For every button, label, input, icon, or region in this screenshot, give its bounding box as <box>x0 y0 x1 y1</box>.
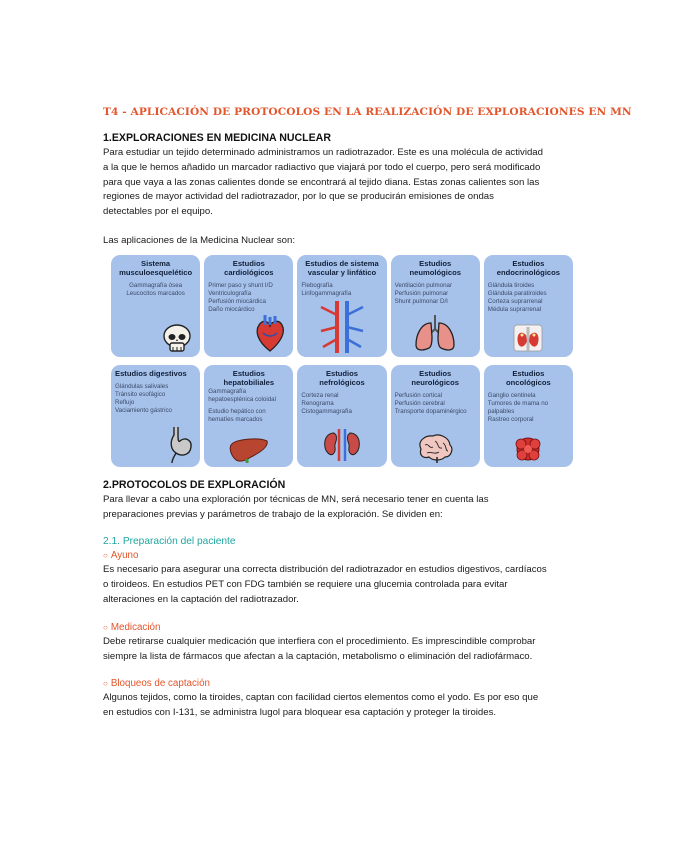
item-heading-bloqueos: ○ Bloqueos de captación <box>103 678 210 690</box>
document-page <box>103 106 632 721</box>
item-paragraph-ayuno: Es necesario para asegurar una correcta distribución del radiotrazador en estudios digestivos, cardíacos o tiroideos. En estudios PET con FDG también se requiere una glucemia controlada para evitar alteraciones en la captación del radiotrazador. <box>103 564 547 605</box>
card-nefrologicos: Estudios nefrológicos Corteza renal Renograma Cistogammagrafía <box>297 365 386 467</box>
brain-icon <box>415 433 455 463</box>
card-cardiologicos: Estudios cardiológicos Primer paso y shunt I/D Ventriculografía Perfusión miocárdica Daño miocárdico <box>204 255 293 357</box>
card-vascular-linfatico: Estudios de sistema vascular y linfático Flebografía Linfogammagrafía <box>297 255 386 357</box>
liver-icon <box>229 437 269 463</box>
card-neurologicos: Estudios neurológicos Perfusión cortical Perfusión cerebral Transporte dopaminérgico <box>391 365 480 467</box>
card-endocrinologicos: Estudios endocrinológicos Glándula tiroides Glándula paratiroides Corteza suprarrenal Médula suprarrenal <box>484 255 573 357</box>
bullet-icon: ○ <box>103 551 108 561</box>
item-heading-medicacion: ○ Medicación <box>103 621 161 633</box>
section-2-heading: 2.PROTOCOLOS DE EXPLORACIÓN <box>103 478 286 491</box>
skull-icon <box>160 323 194 353</box>
section-2-paragraph: Para llevar a cabo una exploración por técnicas de MN, será necesario tener en cuenta las preparaciones previas y parámetros de trabajo de la exploración. Se dividen en: <box>103 493 489 520</box>
card-digestivos: Estudios digestivos Glándulas salivales Tránsito esofágico Reflujo Vaciamiento gástrico <box>111 365 200 467</box>
item-paragraph-medicacion: Debe retirarse cualquier medicación que interfiera con el procedimiento. Es imprescindible comprobar siempre la lista de fármacos que afectan a la captación, metabolismo o eliminación del radiofármaco. <box>103 635 536 662</box>
heart-icon <box>253 313 287 353</box>
item-heading-ayuno: ○ Ayuno <box>103 550 139 562</box>
section-1-heading: 1.EXPLORACIONES EN MEDICINA NUCLEAR <box>103 132 331 144</box>
applications-grid <box>111 255 573 467</box>
bullet-icon: ○ <box>103 679 108 689</box>
applications-intro: Las aplicaciones de la Medicina Nuclear son: <box>103 234 295 246</box>
document-title: T4 - APLICACIÓN DE PROTOCOLOS EN LA REALIZACIÓN DE EXPLORACIONES EN MN <box>103 106 632 118</box>
bullet-icon: ○ <box>103 622 108 632</box>
card-oncologicos: Estudios oncológicos Ganglio centinela Tumores de mama no palpables Rastreo corporal <box>484 365 573 467</box>
item-paragraph-bloqueos: Algunos tejidos, como la tiroides, captan con facilidad ciertos elementos como el yodo. Es por eso que en estudios con I-131, se administra lugol para bloquear esa captación y proteger la tiroides. <box>103 692 539 719</box>
card-hepatobiliales: Estudios hepatobiliales Gammagrafía hepatoesplénica coloidal Estudio hepático con hematíes marcados <box>204 365 293 467</box>
card-neumologicos: Estudios neumológicos Ventilación pulmonar Perfusión pulmonar Shunt pulmonar D/I <box>391 255 480 357</box>
section-1-paragraph: Para estudiar un tejido determinado administramos un radiotrazador. Este es una molécula de actividad a la que le hemos añadido un marcador radiactivo que viajará por todo el cuerpo, pero será modificado para que vaya a las zonas calientes donde se encontrará al tejido diana. Estas zonas calientes son las regiones de mayor actividad del radiotrazador, por lo que se producirán emisiones de ondas detectables por el equipo. <box>103 147 543 218</box>
thyroid-icon <box>510 323 546 353</box>
card-musculoesqueletico: Sistema musculoesquelético Gammagrafía ósea Leucocitos marcados <box>111 255 200 357</box>
vessels-icon <box>317 301 367 353</box>
stomach-icon <box>164 427 194 463</box>
tumor-icon <box>513 435 543 463</box>
kidneys-icon <box>322 427 362 463</box>
lungs-icon <box>413 313 457 353</box>
subsection-heading-2-1: 2.1. Preparación del paciente <box>103 536 236 548</box>
